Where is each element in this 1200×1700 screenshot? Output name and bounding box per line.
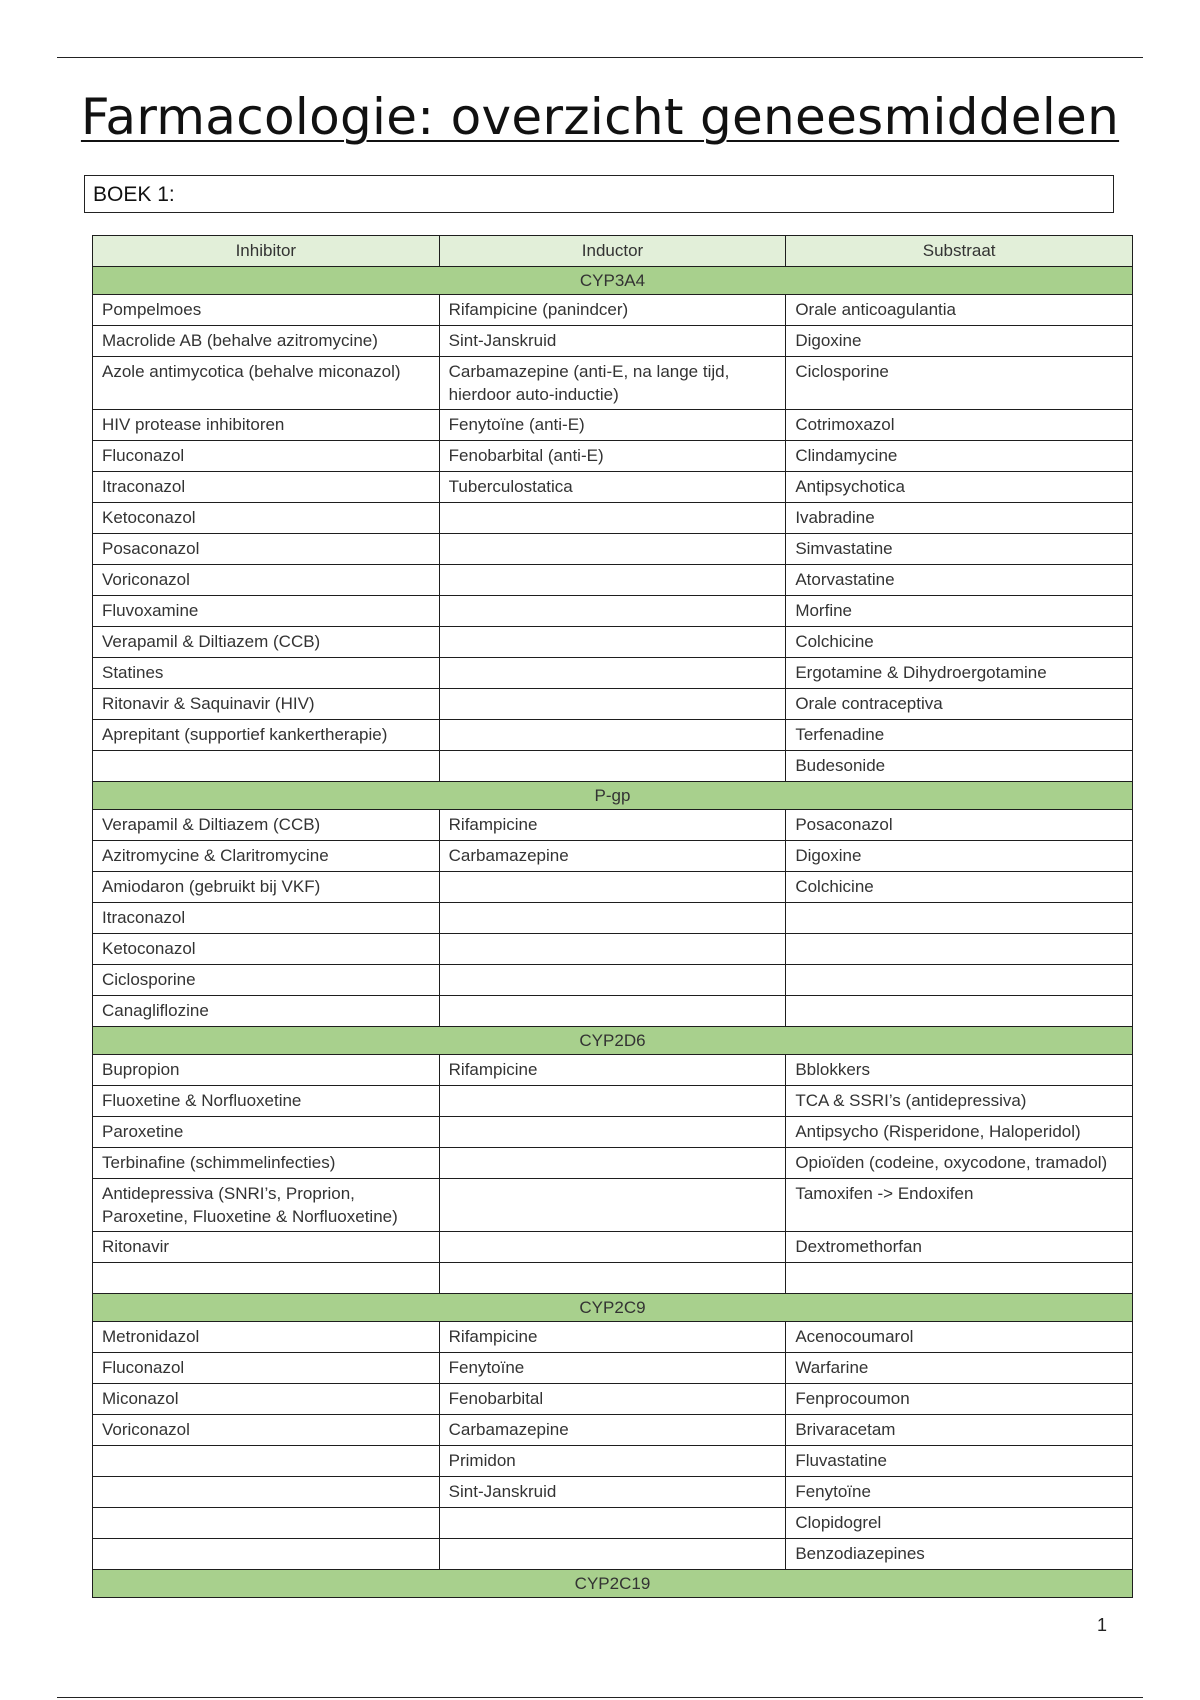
book-label-box — [84, 175, 1114, 213]
inductor-cell: Carbamazepine (anti-E, na lange tijd, hierdoor auto-inductie) — [439, 357, 786, 410]
inductor-cell — [439, 534, 786, 565]
substraat-cell — [786, 903, 1133, 934]
table-row — [93, 1179, 1133, 1232]
table-row — [93, 1477, 1133, 1508]
substraat-cell — [786, 1263, 1133, 1294]
inhibitor-cell: Itraconazol — [93, 903, 440, 934]
table-row — [93, 1055, 1133, 1086]
inhibitor-cell: Azole antimycotica (behalve miconazol) — [93, 357, 440, 410]
inhibitor-cell: Bupropion — [93, 1055, 440, 1086]
table-row — [93, 1117, 1133, 1148]
table-row — [93, 1539, 1133, 1570]
table-row — [93, 410, 1133, 441]
inductor-cell: Primidon — [439, 1446, 786, 1477]
table-row — [93, 472, 1133, 503]
substraat-cell: Orale contraceptiva — [786, 689, 1133, 720]
table-row — [93, 326, 1133, 357]
header-inhibitor: Inhibitor — [93, 236, 440, 267]
substraat-cell: Budesonide — [786, 751, 1133, 782]
inhibitor-cell: Voriconazol — [93, 1415, 440, 1446]
substraat-cell: Antipsychotica — [786, 472, 1133, 503]
inductor-cell: Rifampicine — [439, 1322, 786, 1353]
inductor-cell — [439, 658, 786, 689]
section-row — [93, 1570, 1133, 1598]
page-number: 1 — [1096, 1615, 1107, 1635]
inductor-cell — [439, 627, 786, 658]
substraat-cell: Dextromethorfan — [786, 1232, 1133, 1263]
section-row — [93, 782, 1133, 810]
table-row — [93, 1384, 1133, 1415]
inductor-cell: Rifampicine — [439, 810, 786, 841]
inhibitor-cell: Amiodaron (gebruikt bij VKF) — [93, 872, 440, 903]
table-row — [93, 934, 1133, 965]
substraat-cell: Ergotamine & Dihydroergotamine — [786, 658, 1133, 689]
substraat-cell: Antipsycho (Risperidone, Haloperidol) — [786, 1117, 1133, 1148]
substraat-cell: Digoxine — [786, 326, 1133, 357]
inductor-cell — [439, 872, 786, 903]
inductor-cell — [439, 1117, 786, 1148]
section-row — [93, 267, 1133, 295]
page-title: Farmacologie: overzicht geneesmiddelen — [80, 88, 1120, 146]
inhibitor-cell: Ketoconazol — [93, 934, 440, 965]
substraat-cell: Opioïden (codeine, oxycodone, tramadol) — [786, 1148, 1133, 1179]
inhibitor-cell: Verapamil & Diltiazem (CCB) — [93, 627, 440, 658]
substraat-cell: Fluvastatine — [786, 1446, 1133, 1477]
inductor-cell — [439, 503, 786, 534]
substraat-cell: Clindamycine — [786, 441, 1133, 472]
inhibitor-cell — [93, 1477, 440, 1508]
header-substraat: Substraat — [786, 236, 1133, 267]
table-row — [93, 903, 1133, 934]
table-row — [93, 357, 1133, 410]
table-row — [93, 627, 1133, 658]
table-row — [93, 720, 1133, 751]
table-row — [93, 841, 1133, 872]
interaction-table — [92, 235, 1133, 1598]
inductor-cell — [439, 1539, 786, 1570]
inductor-cell: Fenytoïne — [439, 1353, 786, 1384]
inhibitor-cell: HIV protease inhibitoren — [93, 410, 440, 441]
substraat-cell: Ivabradine — [786, 503, 1133, 534]
table-body — [93, 267, 1133, 1598]
substraat-cell: Morfine — [786, 596, 1133, 627]
substraat-cell: Fenprocoumon — [786, 1384, 1133, 1415]
substraat-cell — [786, 934, 1133, 965]
inductor-cell: Fenytoïne (anti-E) — [439, 410, 786, 441]
substraat-cell: TCA & SSRI’s (antidepressiva) — [786, 1086, 1133, 1117]
table-row — [93, 689, 1133, 720]
inhibitor-cell: Metronidazol — [93, 1322, 440, 1353]
substraat-cell: Terfenadine — [786, 720, 1133, 751]
inhibitor-cell: Ritonavir — [93, 1232, 440, 1263]
inductor-cell: Rifampicine (panindcer) — [439, 295, 786, 326]
inhibitor-cell — [93, 751, 440, 782]
section-title: CYP2C9 — [93, 1294, 1133, 1322]
substraat-cell: Digoxine — [786, 841, 1133, 872]
inhibitor-cell: Itraconazol — [93, 472, 440, 503]
table-row — [93, 965, 1133, 996]
inductor-cell: Fenobarbital — [439, 1384, 786, 1415]
table-row — [93, 565, 1133, 596]
table-row — [93, 441, 1133, 472]
inductor-cell: Carbamazepine — [439, 1415, 786, 1446]
substraat-cell — [786, 996, 1133, 1027]
book-label: BOEK 1: — [93, 183, 175, 206]
table-row — [93, 1353, 1133, 1384]
substraat-cell: Acenocoumarol — [786, 1322, 1133, 1353]
table-row — [93, 1232, 1133, 1263]
inhibitor-cell: Paroxetine — [93, 1117, 440, 1148]
inductor-cell — [439, 596, 786, 627]
substraat-cell: Orale anticoagulantia — [786, 295, 1133, 326]
table-row — [93, 1415, 1133, 1446]
inhibitor-cell: Macrolide AB (behalve azitromycine) — [93, 326, 440, 357]
inductor-cell — [439, 996, 786, 1027]
substraat-cell: Atorvastatine — [786, 565, 1133, 596]
table-row — [93, 1508, 1133, 1539]
inductor-cell — [439, 689, 786, 720]
table-row — [93, 1446, 1133, 1477]
inhibitor-cell — [93, 1446, 440, 1477]
inductor-cell — [439, 1179, 786, 1232]
substraat-cell: Clopidogrel — [786, 1508, 1133, 1539]
inhibitor-cell: Fluoxetine & Norfluoxetine — [93, 1086, 440, 1117]
inductor-cell — [439, 565, 786, 596]
inhibitor-cell: Verapamil & Diltiazem (CCB) — [93, 810, 440, 841]
header-rule — [57, 57, 1143, 58]
table-row — [93, 534, 1133, 565]
inhibitor-cell: Voriconazol — [93, 565, 440, 596]
inductor-cell — [439, 1508, 786, 1539]
table-row — [93, 751, 1133, 782]
inhibitor-cell: Canagliflozine — [93, 996, 440, 1027]
table-row — [93, 810, 1133, 841]
inhibitor-cell: Posaconazol — [93, 534, 440, 565]
substraat-cell: Tamoxifen -> Endoxifen — [786, 1179, 1133, 1232]
inductor-cell — [439, 903, 786, 934]
substraat-cell: Fenytoïne — [786, 1477, 1133, 1508]
substraat-cell: Ciclosporine — [786, 357, 1133, 410]
inductor-cell — [439, 1086, 786, 1117]
substraat-cell: Cotrimoxazol — [786, 410, 1133, 441]
section-title: P-gp — [93, 782, 1133, 810]
inhibitor-cell — [93, 1263, 440, 1294]
inhibitor-cell: Fluconazol — [93, 441, 440, 472]
inhibitor-cell: Ciclosporine — [93, 965, 440, 996]
inhibitor-cell: Fluvoxamine — [93, 596, 440, 627]
inductor-cell — [439, 1148, 786, 1179]
substraat-cell: Colchicine — [786, 872, 1133, 903]
inhibitor-cell — [93, 1508, 440, 1539]
inductor-cell — [439, 934, 786, 965]
table-row — [93, 1148, 1133, 1179]
substraat-cell: Simvastatine — [786, 534, 1133, 565]
substraat-cell: Benzodiazepines — [786, 1539, 1133, 1570]
inductor-cell — [439, 720, 786, 751]
footer-rule — [57, 1697, 1143, 1698]
section-title: CYP2C19 — [93, 1570, 1133, 1598]
substraat-cell: Colchicine — [786, 627, 1133, 658]
substraat-cell — [786, 965, 1133, 996]
inductor-cell: Sint-Janskruid — [439, 326, 786, 357]
section-row — [93, 1294, 1133, 1322]
inductor-cell — [439, 751, 786, 782]
inhibitor-cell: Ketoconazol — [93, 503, 440, 534]
table-row — [93, 996, 1133, 1027]
header-inductor: Inductor — [439, 236, 786, 267]
inductor-cell: Fenobarbital (anti-E) — [439, 441, 786, 472]
inhibitor-cell: Antidepressiva (SNRI’s, Proprion, Paroxetine, Fluoxetine & Norfluoxetine) — [93, 1179, 440, 1232]
inhibitor-cell: Miconazol — [93, 1384, 440, 1415]
table-row — [93, 872, 1133, 903]
inductor-cell: Sint-Janskruid — [439, 1477, 786, 1508]
table-row — [93, 596, 1133, 627]
table-header-row — [93, 236, 1133, 267]
substraat-cell: Brivaracetam — [786, 1415, 1133, 1446]
inductor-cell: Rifampicine — [439, 1055, 786, 1086]
inductor-cell: Carbamazepine — [439, 841, 786, 872]
inductor-cell — [439, 965, 786, 996]
inhibitor-cell: Ritonavir & Saquinavir (HIV) — [93, 689, 440, 720]
substraat-cell: Bblokkers — [786, 1055, 1133, 1086]
inductor-cell — [439, 1263, 786, 1294]
table-row — [93, 503, 1133, 534]
substraat-cell: Warfarine — [786, 1353, 1133, 1384]
table-row — [93, 295, 1133, 326]
section-title: CYP2D6 — [93, 1027, 1133, 1055]
table-row — [93, 658, 1133, 689]
inductor-cell: Tuberculostatica — [439, 472, 786, 503]
inhibitor-cell: Pompelmoes — [93, 295, 440, 326]
inhibitor-cell: Aprepitant (supportief kankertherapie) — [93, 720, 440, 751]
inhibitor-cell: Azitromycine & Claritromycine — [93, 841, 440, 872]
inductor-cell — [439, 1232, 786, 1263]
table-row — [93, 1086, 1133, 1117]
section-title: CYP3A4 — [93, 267, 1133, 295]
section-row — [93, 1027, 1133, 1055]
substraat-cell: Posaconazol — [786, 810, 1133, 841]
inhibitor-cell — [93, 1539, 440, 1570]
inhibitor-cell: Statines — [93, 658, 440, 689]
inhibitor-cell: Fluconazol — [93, 1353, 440, 1384]
inhibitor-cell: Terbinafine (schimmelinfecties) — [93, 1148, 440, 1179]
table-row — [93, 1322, 1133, 1353]
table-row — [93, 1263, 1133, 1294]
